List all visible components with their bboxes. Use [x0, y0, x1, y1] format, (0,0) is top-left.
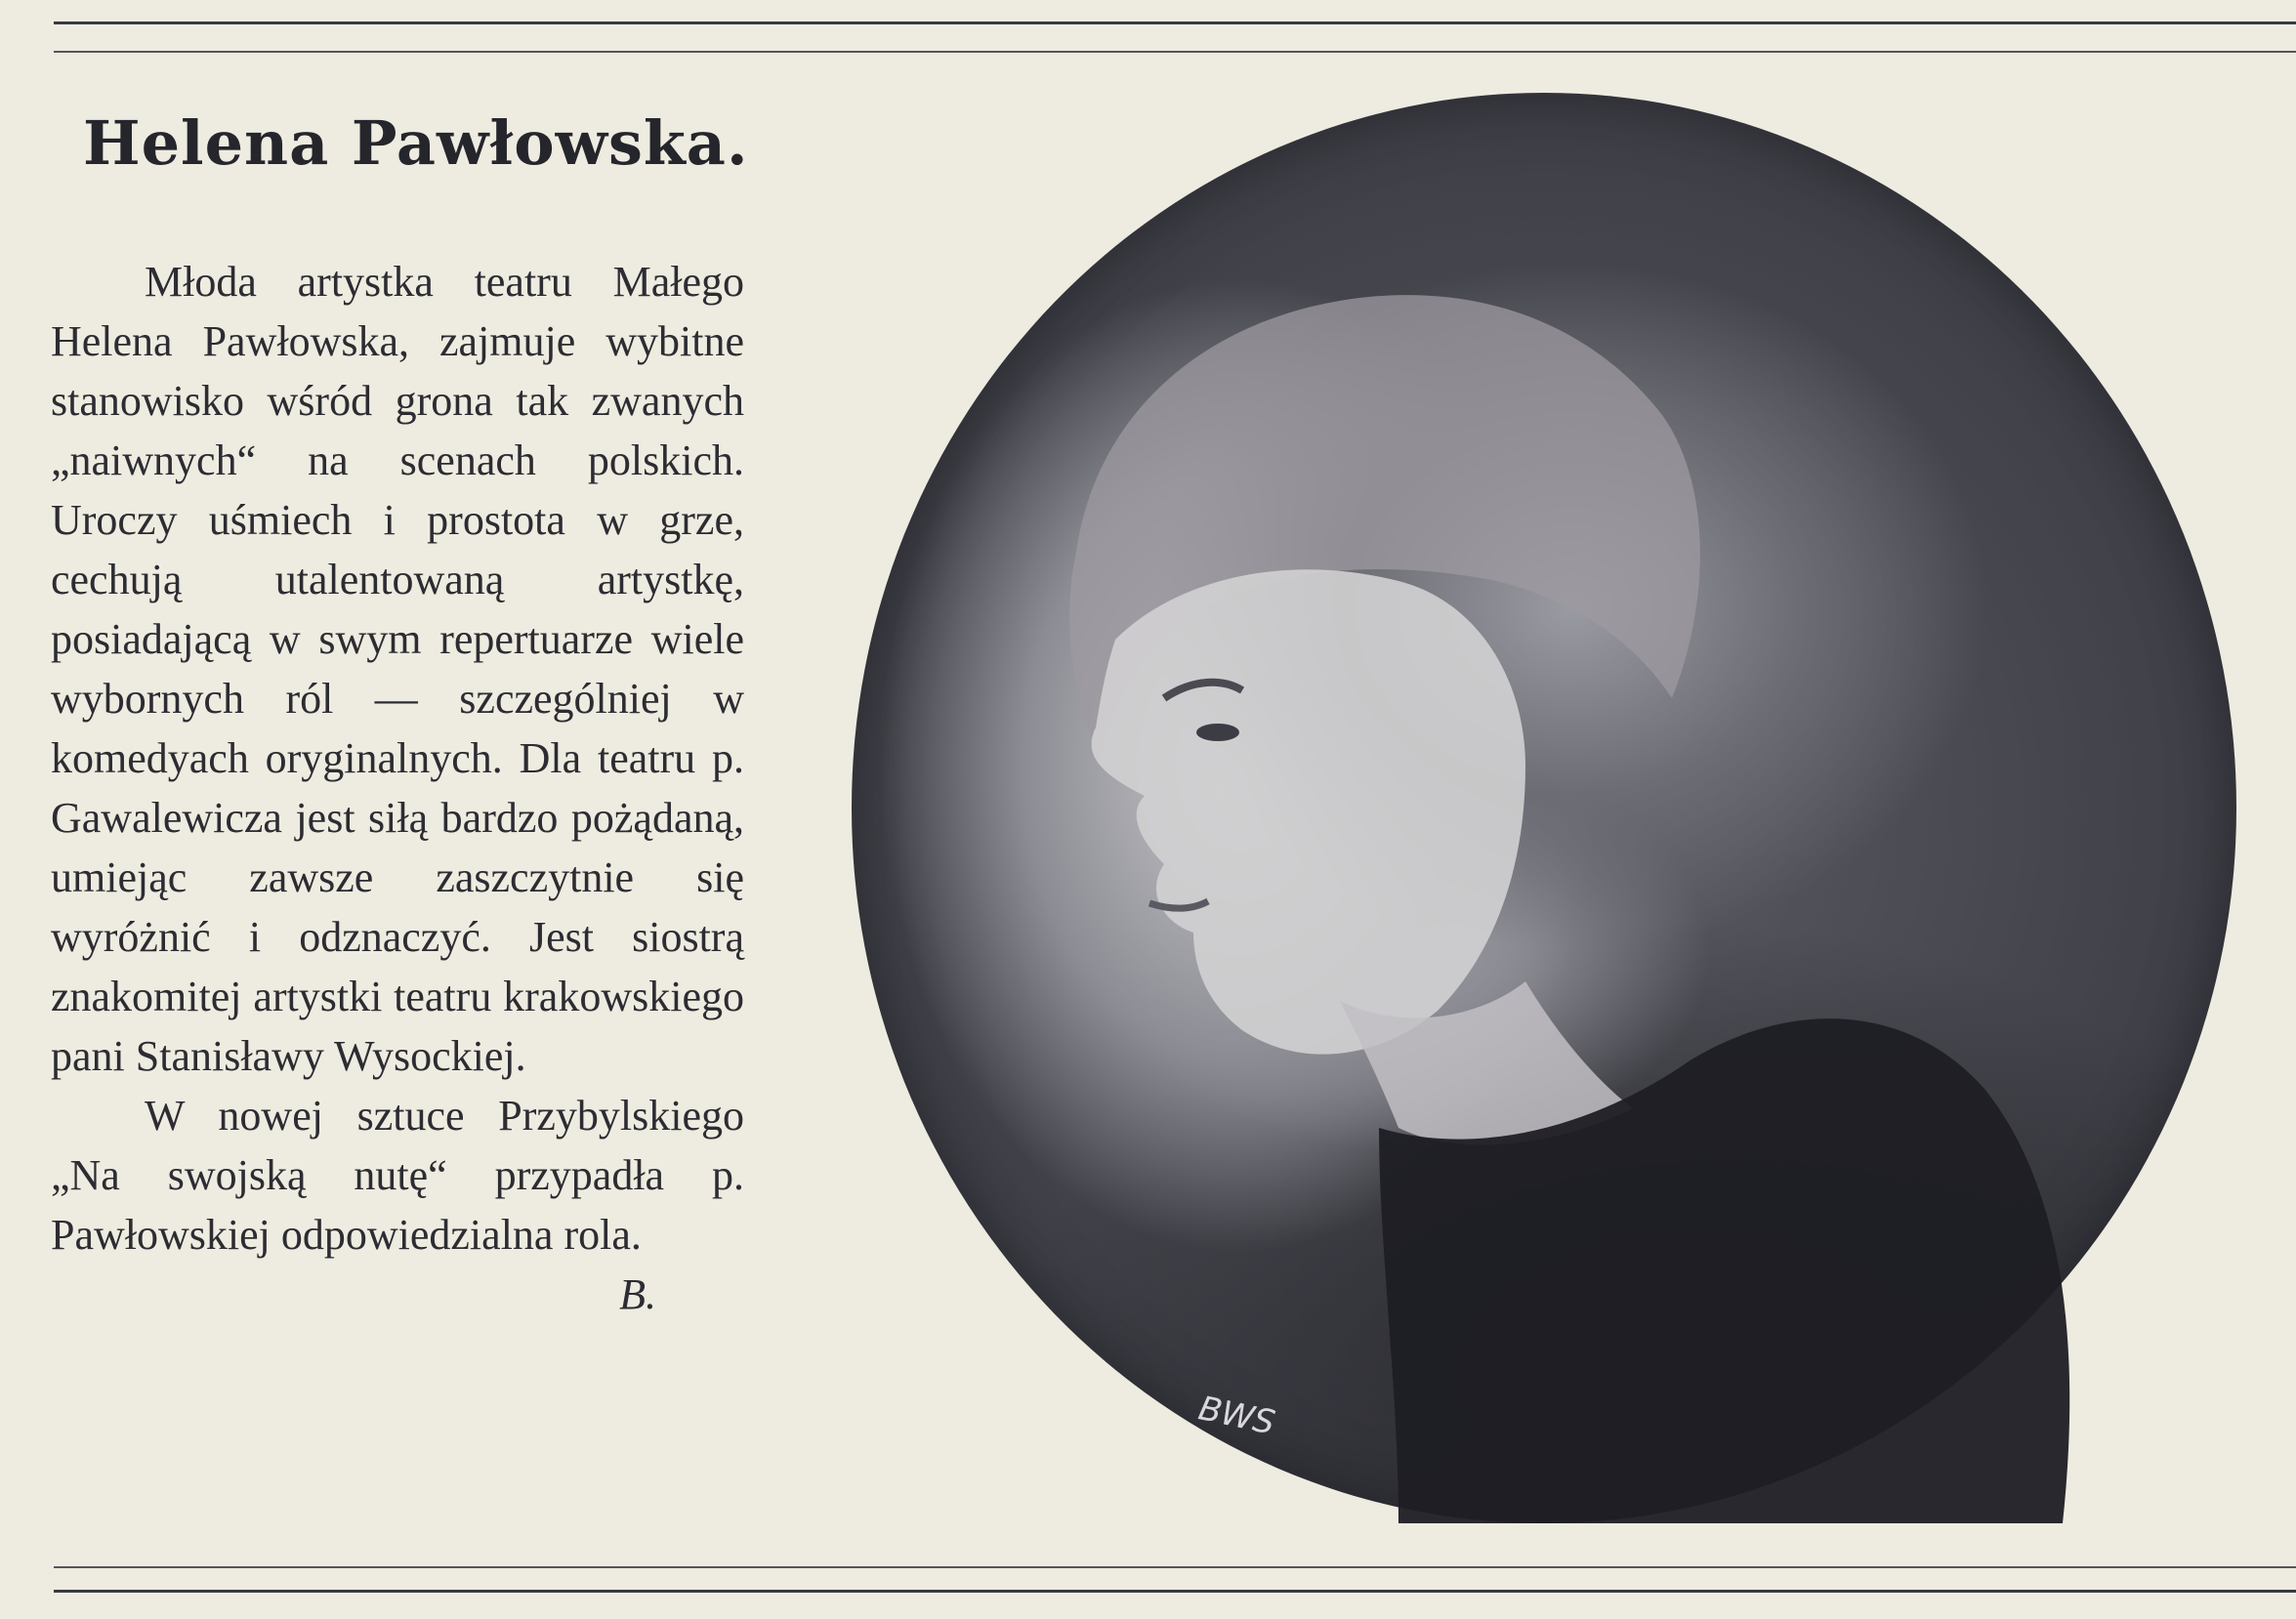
portrait-photo	[852, 93, 2236, 1523]
face-shape	[1092, 569, 1525, 1054]
author-signature: B.	[619, 1270, 656, 1318]
photographer-monogram: BWS	[1194, 1389, 1278, 1443]
portrait-illustration	[852, 93, 2236, 1523]
article-body	[51, 252, 744, 1324]
article-paragraph-2-text: W nowej sztuce Przybylskiego „Na swojską nutę“ przypadła p. Pawłowskiej odpowiedzialna rola.	[51, 1092, 744, 1259]
bottom-rule	[54, 1590, 2296, 1593]
top-rule-thin	[54, 51, 2296, 53]
article-paragraph-2	[51, 1086, 744, 1318]
article-title: Helena Pawłowska.	[83, 107, 749, 179]
eye-shape	[1196, 724, 1239, 741]
top-rule	[54, 21, 2296, 24]
article-paragraph-1: Młoda artystka teatru Małego Helena Pawłowska, zajmuje wybitne stanowisko wśród grona tak zwanych „naiwnych“ na scenach polskich. Uroczy uśmiech i prostota w grze, cechują utalentowaną artystkę, posiadającą w swym repertuarze wiele wybornych ról — szczególniej w komedyach oryginalnych. Dla teatru p. Gawalewicza jest siłą bardzo pożądaną, umiejąc zawsze zaszczytnie się wyróżnić i odznaczyć. Jest siostrą znakomitej artystki teatru krakowskiego pani Stanisławy Wysockiej.	[51, 258, 744, 1080]
bottom-rule-thin	[54, 1566, 2296, 1568]
